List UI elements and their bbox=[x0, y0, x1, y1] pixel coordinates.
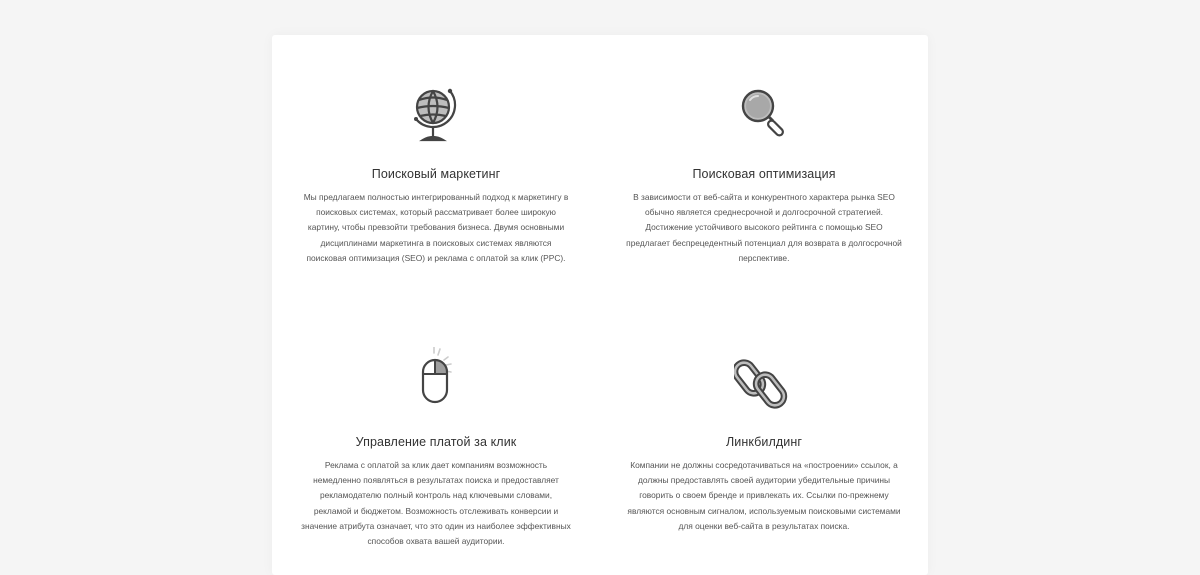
service-title: Управление платой за клик bbox=[355, 435, 517, 449]
service-title: Линкбилдинг bbox=[725, 435, 803, 449]
services-card bbox=[272, 35, 928, 575]
magnifier-icon bbox=[734, 83, 794, 145]
service-description: Мы предлагаем полностью интегрированный подход к маркетингу в поисковых системах, который рассматривает более широкую картину, чтобы превзойти требования бизнеса. Двумя основными дисциплинами маркетинга в поисковых системах являются поисковая оптимизация (SEO) и реклама с оплатой за клик (PPC). bbox=[303, 192, 569, 263]
service-title: Поисковый маркетинг bbox=[371, 167, 501, 181]
chain-link-icon bbox=[734, 353, 794, 415]
service-description: Компании не должны сосредотачиваться на «построении» ссылок, а должны предоставлять своей аудитории убедительные причины говорить о своем бренде и привлекать их. Ссылки по-прежнему являются основным сигналом, используемым поисковыми системами для оценки веб-сайта в результатах поиска. bbox=[627, 460, 901, 531]
service-description: В зависимости от веб-сайта и конкурентного характера рынка SEO обычно является среднесрочной и долгосрочной стратегией. Достижение устойчивого высокого рейтинга с помощью SEO предлагает беспрецедентный потенциал для возврата в долгосрочной перспективе. bbox=[626, 192, 902, 263]
mouse-click-icon bbox=[406, 347, 466, 409]
service-description: Реклама с оплатой за клик дает компаниям возможность немедленно появляться в результатах поиска и предоставляет рекламодателю полный контроль над ключевыми словами, рекламой и бюджетом. Возможность отслеживать конверсии и значение атрибута означает, что это один из наиболее эффективных способов охвата вашей аудитории. bbox=[301, 460, 571, 547]
service-title: Поисковая оптимизация bbox=[692, 167, 836, 181]
globe-icon bbox=[406, 83, 466, 145]
